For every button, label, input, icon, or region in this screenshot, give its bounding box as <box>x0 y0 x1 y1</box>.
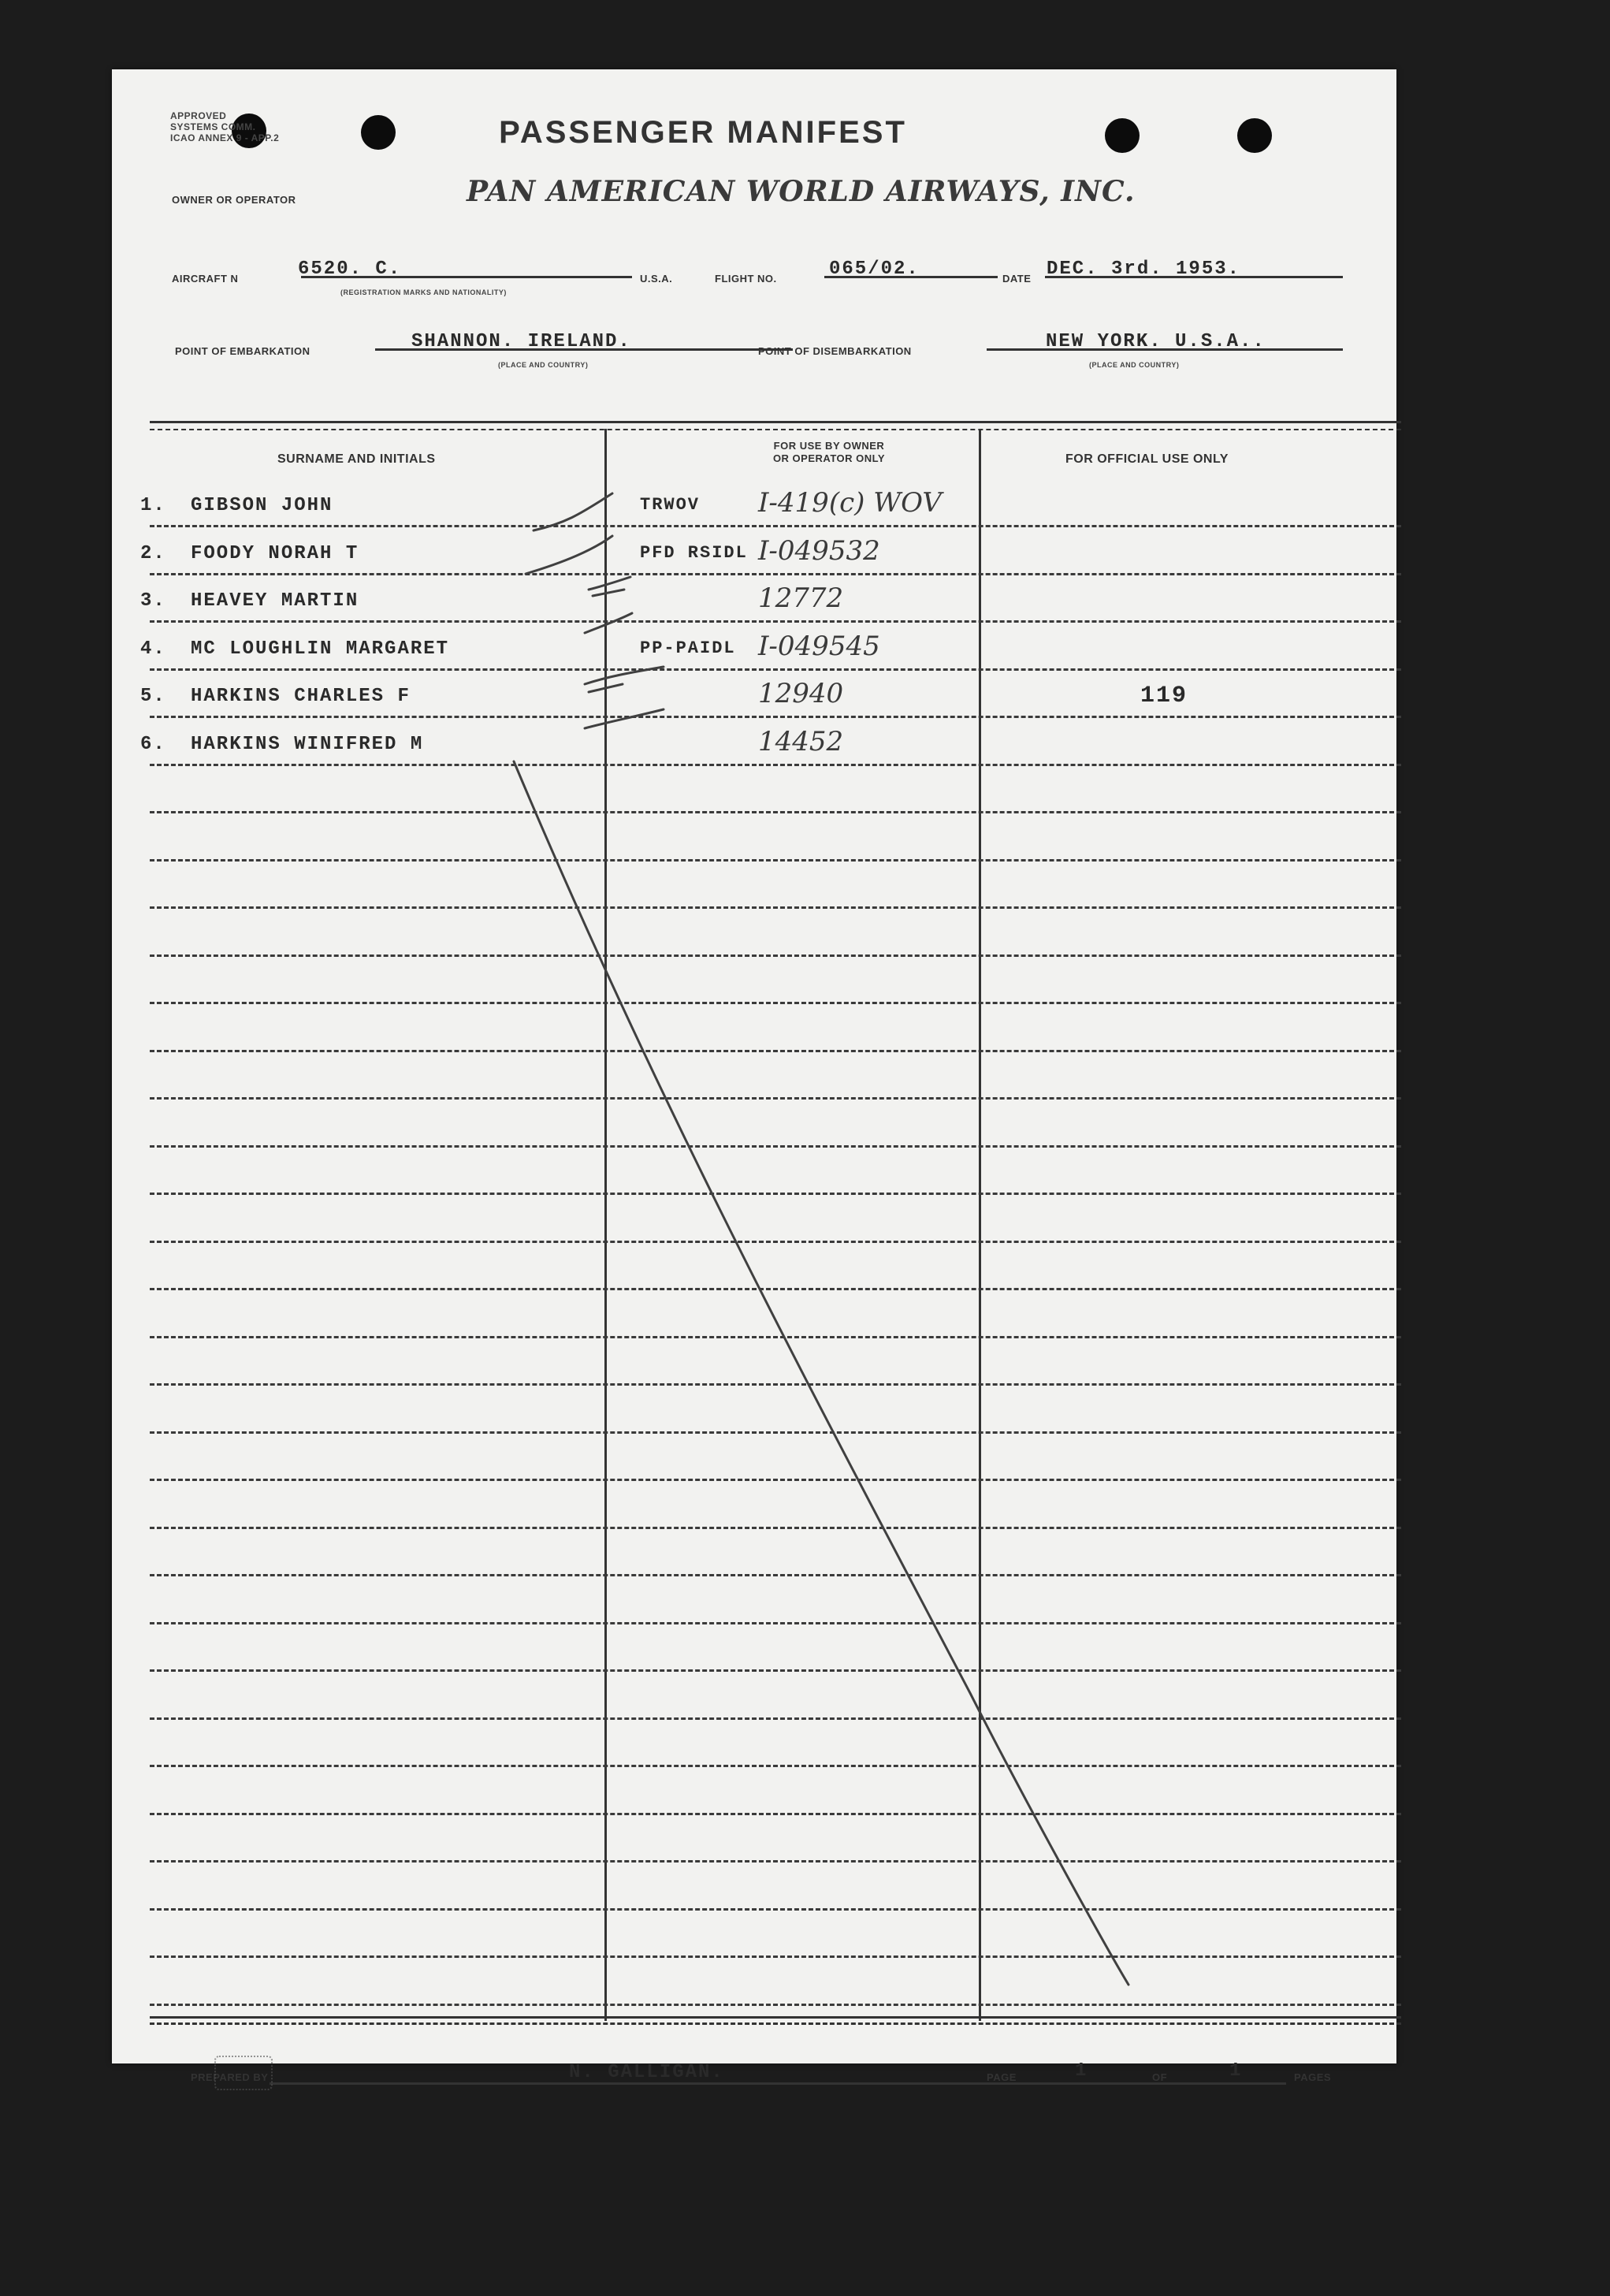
disembark-value: NEW YORK. U.S.A.. <box>1046 331 1266 352</box>
date-label: DATE <box>1002 273 1032 285</box>
row-number: 1. <box>140 495 166 516</box>
passenger-name: HARKINS CHARLES F <box>191 686 411 707</box>
operator-code: PP-PAIDL <box>640 638 736 658</box>
disembark-label: POINT OF DISEMBARKATION <box>758 345 912 357</box>
footer-rule-2 <box>150 2022 1401 2025</box>
printer-stamp <box>214 2056 273 2090</box>
diagonal-cancel-line <box>514 761 1128 1985</box>
of-value: 1 <box>1229 2060 1243 2082</box>
row-number: 5. <box>140 686 166 707</box>
page-label: PAGE <box>987 2071 1017 2083</box>
row-number: 2. <box>140 542 166 564</box>
row-number: 6. <box>140 733 166 755</box>
approval-line-1: APPROVED <box>170 110 227 121</box>
check-mark-4 <box>585 613 632 633</box>
handwritten-note: 14452 <box>758 725 844 757</box>
embark-label: POINT OF EMBARKATION <box>175 345 310 357</box>
operator-name: PAN AMERICAN WORLD AIRWAYS, INC. <box>467 175 1136 208</box>
usa-label: U.S.A. <box>640 273 673 285</box>
page-underline <box>1034 2082 1286 2085</box>
row-number: 4. <box>140 638 166 660</box>
owner-label: OWNER OR OPERATOR <box>172 194 296 206</box>
col-header-owner-1: FOR USE BY OWNER <box>773 440 885 452</box>
embark-value: SHANNON. IRELAND. <box>411 331 631 352</box>
manifest-sheet <box>112 69 1396 2083</box>
tick-mark-6 <box>585 709 664 728</box>
col-header-names: SURNAME AND INITIALS <box>277 452 436 466</box>
tick-mark-3 <box>589 577 630 596</box>
flight-label: FLIGHT NO. <box>715 273 777 285</box>
approval-line-2: SYSTEMS COMM. <box>170 121 256 132</box>
prepared-value: N. GALLIGAN. <box>569 2062 724 2083</box>
passenger-name: HEAVEY MARTIN <box>191 590 359 612</box>
passenger-name: GIBSON JOHN <box>191 495 333 516</box>
handwritten-marks <box>112 69 1396 2063</box>
aircraft-label: AIRCRAFT N <box>172 273 239 285</box>
aircraft-caption: (REGISTRATION MARKS AND NATIONALITY) <box>340 288 507 296</box>
flight-value: 065/02. <box>829 259 920 280</box>
check-mark-1 <box>534 493 612 530</box>
footer-rule-1 <box>150 2016 1401 2019</box>
passenger-name: HARKINS WINIFRED M <box>191 733 424 755</box>
passenger-name: FOODY NORAH T <box>191 542 359 564</box>
handwritten-note: I-049545 <box>758 630 880 662</box>
handwritten-note: I-419(c) WOV <box>758 487 942 519</box>
operator-code: TRWOV <box>640 495 701 515</box>
check-mark-2 <box>526 536 612 574</box>
pages-label: PAGES <box>1294 2071 1332 2083</box>
page-value: 1 <box>1075 2060 1088 2082</box>
embark-caption: (PLACE AND COUNTRY) <box>498 361 589 369</box>
disembark-caption: (PLACE AND COUNTRY) <box>1089 361 1180 369</box>
handwritten-note: 12940 <box>758 678 844 709</box>
aircraft-value: 6520. C. <box>298 259 402 280</box>
of-label: OF <box>1152 2071 1168 2083</box>
passenger-name: MC LOUGHLIN MARGARET <box>191 638 450 660</box>
approval-line-3: ICAO ANNEX 9 - APP.2 <box>170 132 280 143</box>
form-title: PASSENGER MANIFEST <box>499 115 907 150</box>
tick-mark-5 <box>585 667 664 692</box>
col-header-official: FOR OFFICIAL USE ONLY <box>1065 452 1229 466</box>
handwritten-note: I-049532 <box>758 534 880 567</box>
handwritten-note: 12772 <box>758 582 844 614</box>
date-value: DEC. 3rd. 1953. <box>1047 259 1241 280</box>
col-header-owner-2: OR OPERATOR ONLY <box>772 452 886 464</box>
prepared-label: PREPARED BY <box>191 2071 269 2083</box>
row-number: 3. <box>140 590 166 612</box>
official-use-value: 119 <box>1140 683 1188 709</box>
operator-code: PFD RSIDL <box>640 542 748 563</box>
